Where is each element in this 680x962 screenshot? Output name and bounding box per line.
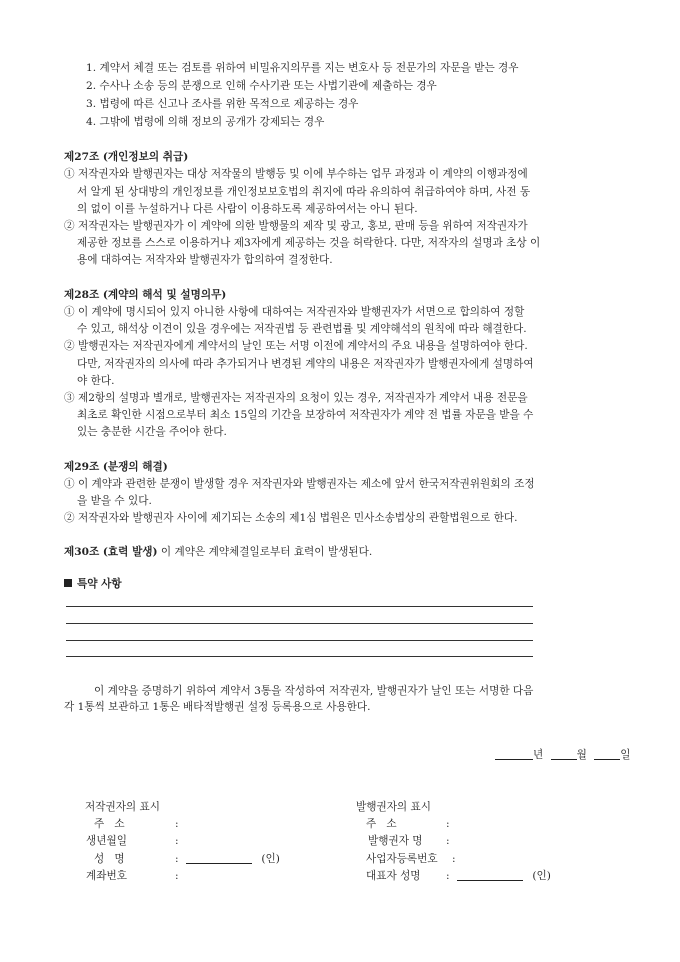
list-item: 2. 수사나 소송 등의 분쟁으로 인해 수사기관 또는 사법기관에 제출하는 경우 [86,80,437,92]
special-terms-title [64,577,122,591]
day-blank[interactable] [594,749,620,760]
article-27-line: ② 저작권자는 발행권자가 이 계약에 의한 발행물의 제작 및 광고, 홍보, 판매 등을 위하여 저작권자가 [64,220,528,232]
square-bullet-icon [64,579,72,587]
colon: : [175,870,179,882]
article-27-line: 의 없이 이를 누설하거나 다른 사람이 이용하도록 제공하여서는 아니 된다. [77,203,418,215]
colon: : [446,818,450,830]
article-29-title: 제29조 (분쟁의 해결) [64,461,168,473]
author-name-blank[interactable] [186,853,252,864]
contract-date [495,748,630,762]
colon: : [175,853,179,865]
author-address-label: 주 소 [94,818,125,830]
publisher-name-label: 발행권자 명 [368,835,423,847]
colon: : [175,818,179,830]
article-29-line: 을 받을 수 있다. [77,495,152,507]
article-29-line: ① 이 계약과 관련한 분쟁이 발생할 경우 저작권자와 발행권자는 제소에 앞서 한국저작권위원회의 조정 [64,478,535,490]
article-28-line: ② 발행권자는 저작권자에게 계약서의 날인 또는 서명 이전에 계약서의 주요 내용을 설명하여야 한다. [64,340,528,352]
closing-line: 이 계약을 증명하기 위하여 계약서 3통을 작성하여 저작권자, 발행권자가 날인 또는 서명한 다음 [94,685,534,697]
special-terms-line [66,640,533,641]
special-terms-line [66,606,533,607]
month-label: 월 [576,749,587,761]
author-birth-label: 생년월일 [86,835,127,847]
list-item: 4. 그밖에 법령에 의해 정보의 공개가 강제되는 경우 [86,116,325,128]
colon: : [452,853,456,865]
article-28-line: 최초로 확인한 시점으로부터 최소 15일의 기간을 보장하여 저작권자가 계약 전 법률 자문을 받을 수 [77,409,534,421]
article-28-title: 제28조 (계약의 해석 및 설명의무) [64,289,227,301]
day-label: 일 [620,749,631,761]
seal-mark: (인) [261,853,280,865]
publisher-rep-blank[interactable] [457,870,523,881]
article-27-line: 제공한 정보를 스스로 이용하거나 제3자에게 제공하는 것을 허락한다. 다만, 저작자의 설명과 초상 이 [77,237,541,249]
colon: : [175,835,179,847]
article-28-line: 수 있고, 해석상 이견이 있을 경우에는 저작권법 등 관련법률 및 계약해석의 원칙에 따라 해결한다. [77,323,527,335]
publisher-address-label: 주 소 [366,818,397,830]
article-28-line: 다만, 저작권자의 의사에 따라 추가되거나 변경된 계약의 내용은 저작권자가 발행권자에게 설명하여 [77,358,534,370]
author-block-title: 저작권자의 표시 [85,801,161,813]
publisher-rep-label: 대표자 성명 [366,870,421,882]
article-27-line: ① 저작권자와 발행권자는 대상 저작물의 발행등 및 이에 부수하는 업무 과정과 이 계약의 이행과정에 [64,168,528,180]
article-28-line: ③ 제2항의 설명과 별개로, 발행권자는 저작권자의 요청이 있는 경우, 저작권자가 계약서 내용 전문을 [64,392,528,404]
list-item: 1. 계약서 체결 또는 검토를 위하여 비밀유지의무를 지는 변호사 등 전문가의 자문을 받는 경우 [86,62,519,74]
colon: : [446,835,450,847]
special-terms-label: 특약 사항 [77,578,122,590]
publisher-rep-field [446,869,551,883]
month-blank[interactable] [551,749,577,760]
year-blank[interactable] [495,749,533,760]
article-30-title: 제30조 (효력 발생) [64,546,158,558]
publisher-biz-label: 사업자등록번호 [366,853,438,865]
article-28-line: 있는 충분한 시간을 주어야 한다. [77,426,227,438]
article-28-line: ① 이 계약에 명시되어 있지 아니한 사항에 대하여는 저작권자와 발행권자가 서면으로 합의하여 정할 [64,306,525,318]
article-30 [64,545,372,559]
closing-line: 각 1통씩 보관하고 1통은 배타적발행권 설정 등록용으로 사용한다. [64,701,371,713]
article-27-line: 서 알게 된 상대방의 개인정보를 개인정보보호법의 취지에 따라 유의하여 취급하여야 하며, 사전 동 [77,186,531,198]
article-27-title: 제27조 (개인정보의 취급) [64,151,189,163]
article-27-line: 용에 대하여는 저작자와 발행권자가 합의하여 결정한다. [77,254,333,266]
special-terms-line [66,623,533,624]
publisher-block-title: 발행권자의 표시 [356,801,432,813]
year-label: 년 [533,749,544,761]
article-28-line: 야 한다. [77,375,115,387]
colon: : [446,870,450,882]
article-30-text: 이 계약은 계약체결일로부터 효력이 발생된다. [157,546,373,558]
author-account-label: 계좌번호 [86,870,127,882]
seal-mark: (인) [532,870,551,882]
author-name-label: 성 명 [94,853,125,865]
special-terms-line [66,656,533,657]
article-29-line: ② 저작권자와 발행권자 사이에 제기되는 소송의 제1심 법원은 민사소송법상의 관할법원으로 한다. [64,512,518,524]
author-name-field [175,852,280,866]
list-item: 3. 법령에 따른 신고나 조사를 위한 목적으로 제공하는 경우 [86,98,359,110]
